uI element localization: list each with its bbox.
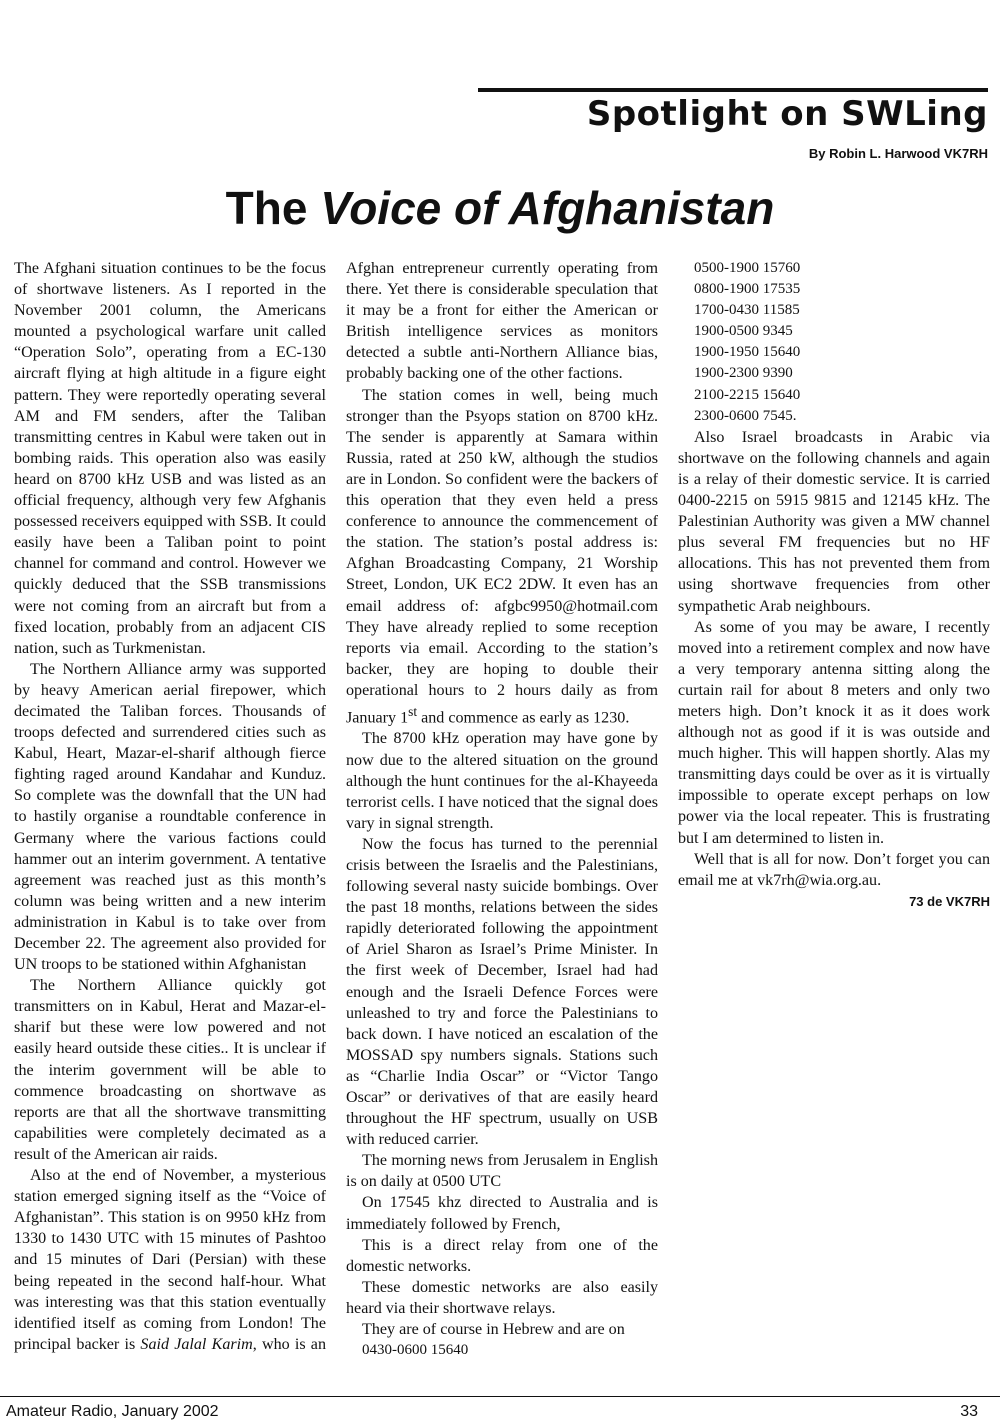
- paragraph: The 8700 kHz operation may have gone by now due to the altered situation on the ground although the hunt continues for the al-Khayeeda terrorist cells. I have noticed that the signal does vary in signal strength.: [346, 730, 658, 832]
- signoff: 73 de VK7RH: [909, 893, 990, 909]
- paragraph: Well that is all for now. Don’t forget you can email me at vk7rh@wia.org.au.: [678, 850, 990, 889]
- paragraph-text: The station comes in well, being much stronger than the Psyops station on 8700 kHz. The sender is apparently at Samara within Russia, rated at 250 kW, although the studios are in London. So confident were the backers of this operation that they even held a press conference to announce the commencement of the station. The station’s postal address is: Afghan Broadcasting Company, 21 Worship Street, London, UK EC2 2DW. It even has an email address of: afgbc9950@hotmail.com They have already replied to some reception reports via email. According to the station’s backer, they are hoping to double their operational hours to 2 hours daily as from January 1: [346, 386, 658, 727]
- paragraph: Also Israel broadcasts in Arabic via shortwave on the following channels and again is a relay of their domestic service. It is carried 0400-2215 on 5915 9815 and 12145 kHz. The Palestinian Authority was given a MW channel plus several FM frequencies but no HF allocations. This has not prevented them from using shortwave frequencies from other sympathetic Arab neighbours.: [678, 428, 990, 615]
- column-title: Spotlight on SWLing: [586, 94, 988, 134]
- publication-info: Amateur Radio, January 2002: [6, 1403, 219, 1420]
- page-number: 33: [960, 1403, 978, 1420]
- schedule-line: 1700-0430 11585: [694, 302, 800, 319]
- schedule-line: 1900-2300 9390: [694, 365, 793, 382]
- article-body: [14, 258, 990, 1374]
- schedule-line: 0500-1900 15760: [694, 260, 801, 276]
- person-name: Said Jalal Karim: [140, 1335, 253, 1353]
- paragraph: As some of you may be aware, I recently moved into a retirement complex and now have a very temporary antenna sitting along the curtain rail for about 8 meters and only two meters high. Don’t knock it as it does work although not as good if it is was outside and much higher. This will happen shortly. Alas my transmitting days could be over as it is virtually impossible to operate except perhaps on low power via the local repeater. This is frustrating but I am determined to listen in.: [678, 618, 990, 847]
- paragraph: Now the focus has turned to the perennial crisis between the Israelis and the Palestinians, following several nasty suicide bombings. Over the past 18 months, relations between the sides rapidly deteriorated following the appointment of Ariel Sharon as Israel’s Prime Minister. In the first week of December, Israel had had enough and the Israeli Defence Forces were unleashed to try and force the Palestinians to back down. I have noticed an escalation of the MOSSAD spy numbers signals. Stations such as “Charlie India Oscar” or “Victor Tango Oscar” or derivatives of that are easily heard throughout the HF spectrum, usually on USB with reduced carrier.: [346, 835, 658, 1149]
- paragraph: On 17545 khz directed to Australia and is immediately followed by French,: [346, 1194, 658, 1233]
- ordinal-suffix: st: [408, 703, 418, 719]
- paragraph-text: , who is an Afghan entrepreneur currently operating from there. Yet there is considerable speculation that it may be a front for either the American or British intelligence services as monitors detected a subtle anti-Northern Alliance bias, probably backing one of the other factions.: [252, 260, 658, 1353]
- byline: By Robin L. Harwood VK7RH: [808, 146, 988, 161]
- page-footer: [0, 1396, 1000, 1427]
- schedule-line: 0800-1900 17535: [694, 281, 801, 298]
- paragraph: These domestic networks are also easily heard via their shortwave relays.: [346, 1278, 658, 1317]
- column-header: [478, 88, 988, 136]
- paragraph-text: and commence as early as 1230.: [417, 709, 630, 727]
- schedule-line: 1900-0500 9345: [694, 323, 793, 340]
- paragraph: This is a direct relay from one of the domestic networks.: [346, 1236, 658, 1275]
- paragraph: The Northern Alliance quickly got transmitters on in Kabul, Herat and Mazar-el-sharif but these were low powered and not easily heard outside these cities.. It is unclear if the interim government will be able to commence broadcasting on shortwave as reports are that all the shortwave transmitting capabilities were completely decimated as a result of the American air raids.: [14, 977, 326, 1163]
- paragraph: The Afghani situation continues to be the focus of shortwave listeners. As I reported in the November 2001 column, the Americans mounted a psychological warfare unit called “Operation Solo”, operating from a EC-130 aircraft flying at high altitude in a figure eight pattern. They were reportedly operating several AM and FM senders, after the Taliban transmitting centres in Kabul were taken out in bombing raids. This operation also was easily heard on 8700 kHz USB and was listed as an official frequency, although very few Afghanis possessed receivers equipped with SSB. It could easily have been a Taliban point to point channel for command and control. However we quickly deduced that the SSB transmissions were not coming from an aircraft but from a fixed location, probably from an adjacent CIS nation, such as Turkmenistan.: [14, 260, 326, 657]
- headline: [0, 178, 1000, 238]
- paragraph: The Northern Alliance army was supported by heavy American aerial firepower, which decimated the Taliban forces. Thousands of troops defected and surrendered cities such as Kabul, Heart, Mazar-el-sharif although fierce fighting raged around Kandahar and Kunduz. So complete was the downfall that the UN had to hastily organise a roundtable conference in Germany where the various factions could hammer out an interim government. A tentative agreement was reached just as this month’s column was being written and a new interim administration in Kabul is to take over from December 22. The agreement also provided for UN troops to be stationed within Afghanistan: [14, 660, 326, 974]
- schedule-line: 0430-0600 15640: [362, 1342, 469, 1359]
- headline-plain: The: [225, 182, 308, 234]
- schedule-line: 2100-2215 15640: [694, 386, 801, 403]
- headline-italic: Voice of Afghanistan: [320, 182, 775, 234]
- schedule-line: 2300-0600 7545.: [694, 407, 797, 424]
- schedule-line: 1900-1950 15640: [694, 344, 801, 361]
- paragraph-text: Also at the end of November, a mysterious station emerged signing itself as the “Voice of Afghanistan”. This station is on 9950 kHz from 1330 to 1430 UTC with 15 minutes of Pashtoo and 15 minutes of Dari (Persian) with these being repeated in the second half-hour. What was interesting was that this station eventually identified itself as coming from London! The principal backer is: [14, 1167, 326, 1353]
- paragraph: The morning news from Jerusalem in English is on daily at 0500 UTC: [346, 1152, 658, 1191]
- paragraph: They are of course in Hebrew and are on: [362, 1321, 625, 1339]
- paragraph: [346, 385, 658, 729]
